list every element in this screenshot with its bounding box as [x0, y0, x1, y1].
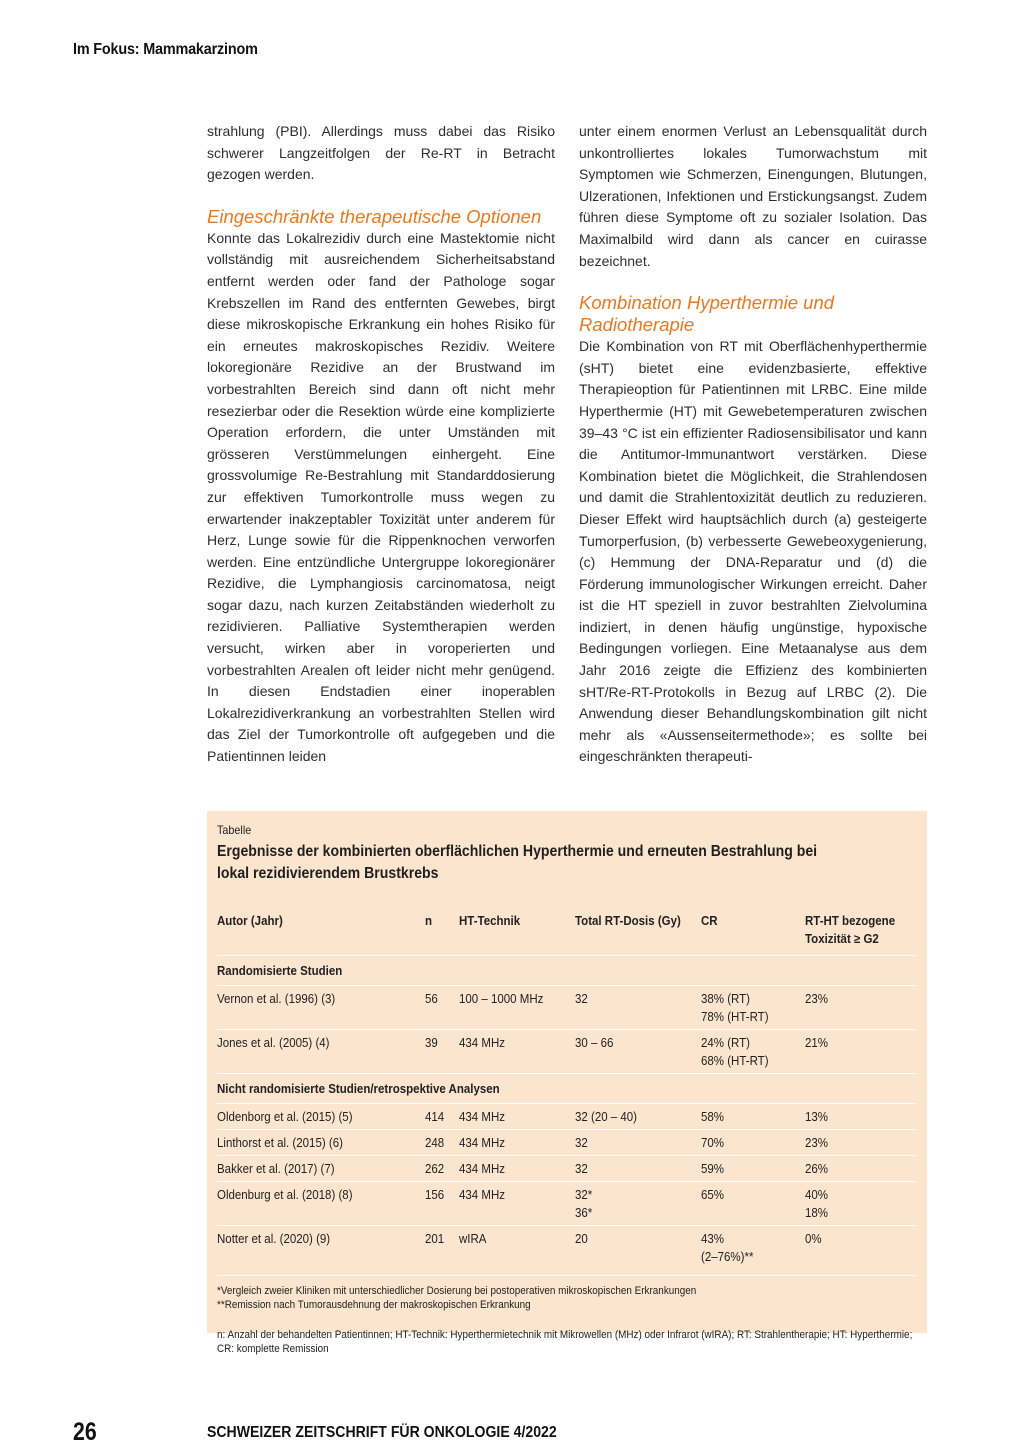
right-column	[579, 121, 927, 768]
table-section-label	[217, 956, 915, 985]
body-paragraph: strahlung (PBI). Allerdings muss dabei das Risiko schwerer Langzeitfolgen der Re-RT in Betracht gezogen werden.	[207, 123, 555, 183]
table-row	[217, 1156, 915, 1181]
cell-cr: 58%	[700, 1110, 724, 1124]
table-footnote: **Remission nach Tumorausdehnung der makroskopischen Erkrankung	[217, 1299, 531, 1311]
cell-cr: 24% (RT)	[700, 1036, 750, 1050]
cell-cr: 70%	[700, 1136, 724, 1150]
table-notes	[217, 1276, 915, 1356]
cell-rt-dose: 20	[575, 1232, 589, 1246]
cell-author: Linthorst et al. (2015) (6)	[217, 1136, 343, 1150]
header-toxicity-line2: Toxizität ≥ G2	[805, 932, 880, 946]
cell-toxicity: 0%	[805, 1232, 823, 1246]
cell-rt-dose: 36*	[575, 1206, 593, 1220]
cell-toxicity: 18%	[805, 1206, 829, 1220]
cell-author: Oldenburg et al. (2018) (8)	[217, 1188, 353, 1202]
table-row	[217, 1182, 915, 1225]
cell-author: Vernon et al. (1996) (3)	[217, 992, 336, 1006]
cell-ht-technik: 434 MHz	[458, 1162, 505, 1176]
section-heading: Kombination Hyperthermie und Radiotherapie	[579, 292, 835, 336]
header-cr: CR	[700, 914, 718, 928]
cell-rt-dose: 32 (20 – 40)	[575, 1110, 638, 1124]
table-abbreviations: n: Anzahl der behandelten Patientinnen; HT-Technik: Hyperthermietechnik mit Mikrowellen (MHz) oder Infrarot (wIRA); RT: Strahlentherapie; HT: Hyperthermie;	[217, 1329, 913, 1341]
cell-ht-technik: 434 MHz	[458, 1136, 505, 1150]
cell-ht-technik: 434 MHz	[458, 1188, 505, 1202]
cell-toxicity: 21%	[805, 1036, 829, 1050]
header-toxicity-line1: RT-HT bezogene	[805, 914, 896, 928]
cell-cr: 43%	[700, 1232, 724, 1246]
table-title: Ergebnisse der kombinierten oberflächlichen Hyperthermie und erneuten Bestrahlung bei lokal rezidivierendem Brustkrebs	[217, 843, 818, 882]
running-head: Im Fokus: Mammakarzinom	[73, 41, 258, 58]
section-heading: Eingeschränkte therapeutische Optionen	[207, 205, 542, 227]
cell-n: 156	[425, 1188, 445, 1202]
cell-cr: 59%	[700, 1162, 724, 1176]
cell-author: Oldenborg et al. (2015) (5)	[217, 1110, 353, 1124]
cell-ht-technik: 434 MHz	[458, 1036, 505, 1050]
cell-ht-technik: 434 MHz	[458, 1110, 505, 1124]
journal-name: SCHWEIZER ZEITSCHRIFT FÜR ONKOLOGIE 4/2022	[207, 1424, 557, 1441]
cell-toxicity: 26%	[805, 1162, 829, 1176]
cell-rt-dose: 32*	[575, 1188, 593, 1202]
body-paragraph: Konnte das Lokalrezidiv durch eine Mastektomie nicht vollständig mit ausreichendem Sicherheitsabstand entfernt werden oder fand der Pathologe sogar Krebszellen im Rand des entfernten Gewebes, birgt diese mikroskopische Erkrankung ein hohes Risiko für ein erneutes makroskopisches Rezidiv. Weitere lokoregionäre Rezidive an der Brustwand im vorbestrahlten Bereich sind dann oft nicht mehr resezierbar oder die Resektion würde eine komplizierte Operation erfordern, die unter Umständen mit grösseren Verstümmelungen einhergeht. Eine grossvolumige Re-Bestrahlung mit Standarddosierung zur effektiven Tumorkontrolle muss wegen zu erwartender inakzeptabler Toxizität unter anderem für Herz, Lunge sowie für die Rippenknochen verworfen werden. Eine entzündliche Untergruppe lokoregionärer Rezidive, die Lymphangiosis carcinomatosa, neigt sogar dazu, nach kurzen Zeitabständen wiederholt zu rezidivieren. Palliative Systemtherapien werden versucht, wirken aber in voroperierten und vorbestrahlten Arealen oft leider nicht mehr genügend. In diesen Endstadien einer inoperablen Lokalrezidiverkrankung an vorbestrahlten Stellen wird das Ziel der Tumorkontrolle oft aufgegeben und die Patientinnen leiden	[207, 229, 555, 765]
table-abbreviations: CR: komplette Remission	[217, 1343, 329, 1355]
table-row	[217, 1030, 915, 1073]
table-header-row	[217, 903, 915, 955]
section-randomized: Randomisierte Studien	[217, 964, 343, 978]
cell-rt-dose: 32	[575, 992, 589, 1006]
header-author: Autor (Jahr)	[217, 914, 283, 928]
cell-cr: 38% (RT)	[700, 992, 750, 1006]
table-row	[217, 1130, 915, 1155]
page-number: 26	[73, 1418, 97, 1446]
section-non-randomized: Nicht randomisierte Studien/retrospektive Analysen	[217, 1082, 500, 1096]
cell-author: Jones et al. (2005) (4)	[217, 1036, 330, 1050]
cell-author: Notter et al. (2020) (9)	[217, 1232, 331, 1246]
left-column	[207, 121, 555, 768]
cell-ht-technik: wIRA	[458, 1232, 487, 1246]
cell-toxicity: 40%	[805, 1188, 829, 1202]
cell-n: 414	[425, 1110, 445, 1124]
cell-rt-dose: 30 – 66	[575, 1036, 614, 1050]
header-ht-technik: HT-Technik	[458, 914, 521, 928]
table-row	[217, 1226, 915, 1269]
header-rt-dose: Total RT-Dosis (Gy)	[575, 914, 682, 928]
cell-cr: (2–76%)**	[700, 1250, 754, 1264]
cell-n: 201	[425, 1232, 445, 1246]
cell-toxicity: 13%	[805, 1110, 829, 1124]
cell-cr: 65%	[700, 1188, 724, 1202]
results-table-box	[207, 811, 927, 1355]
cell-n: 262	[425, 1162, 445, 1176]
cell-rt-dose: 32	[575, 1136, 589, 1150]
cell-cr: 78% (HT-RT)	[700, 1010, 769, 1024]
table-section-label	[217, 1074, 915, 1103]
body-paragraph: Die Kombination von RT mit Oberflächenhyperthermie (sHT) bietet eine evidenzbasierte, effektive Therapieoption für Patientinnen mit LRBC. Eine milde Hyperthermie (HT) mit Gewebetemperaturen zwischen 39–43 °C ist ein effizienter Radiosensibilisator und kann die Antitumor-Immunantwort verstärken. Diese Kombination bietet die Möglichkeit, die Strahlendosen und damit die Strahlentoxizität deutlich zu reduzieren. Dieser Effekt wird hauptsächlich durch (a) gesteigerte Tumorperfusion, (b) verbesserte Gewebeoxygenierung, (c) Hemmung der DNA-Reparatur und (d) die Förderung immunologischer Wirkungen erreicht. Daher ist die HT speziell in zuvor bestrahlten Zielvolumina indiziert, in denen häufig ungünstige, hypoxische Bedingungen vorliegen. Eine Metaanalyse aus dem Jahr 2016 zeigte die Effizienz des kombinierten sHT/Re-RT-Protokolls in Bezug auf LRBC (2). Die Anwendung dieser Behandlungskombination gilt nicht mehr als «Aussenseitermethode»; es sollte bei eingeschränkten therapeuti-	[579, 338, 927, 765]
cell-cr: 68% (HT-RT)	[700, 1054, 769, 1068]
cell-n: 39	[425, 1036, 438, 1050]
cell-toxicity: 23%	[805, 1136, 829, 1150]
cell-n: 248	[425, 1136, 445, 1150]
cell-ht-technik: 100 – 1000 MHz	[458, 992, 544, 1006]
table-kicker: Tabelle	[217, 823, 252, 837]
table-row	[217, 1104, 915, 1129]
cell-author: Bakker et al. (2017) (7)	[217, 1162, 335, 1176]
table-row	[217, 986, 915, 1029]
cell-rt-dose: 32	[575, 1162, 589, 1176]
body-paragraph: unter einem enormen Verlust an Lebensqualität durch unkontrolliertes lokales Tumorwachstum mit Symptomen wie Schmerzen, Einengungen, Blutungen, Ulzerationen, Infektionen und Erstickungsangst. Zudem führen diese Symptome oft zu sozialer Isolation. Das Maximalbild wird dann als cancer en cuirasse bezeichnet.	[579, 123, 927, 269]
table-footnote: *Vergleich zweier Kliniken mit unterschiedlicher Dosierung bei postoperativen mikroskopischen Erkrankungen	[217, 1285, 697, 1297]
header-n: n	[425, 914, 433, 928]
cell-n: 56	[425, 992, 438, 1006]
cell-toxicity: 23%	[805, 992, 829, 1006]
